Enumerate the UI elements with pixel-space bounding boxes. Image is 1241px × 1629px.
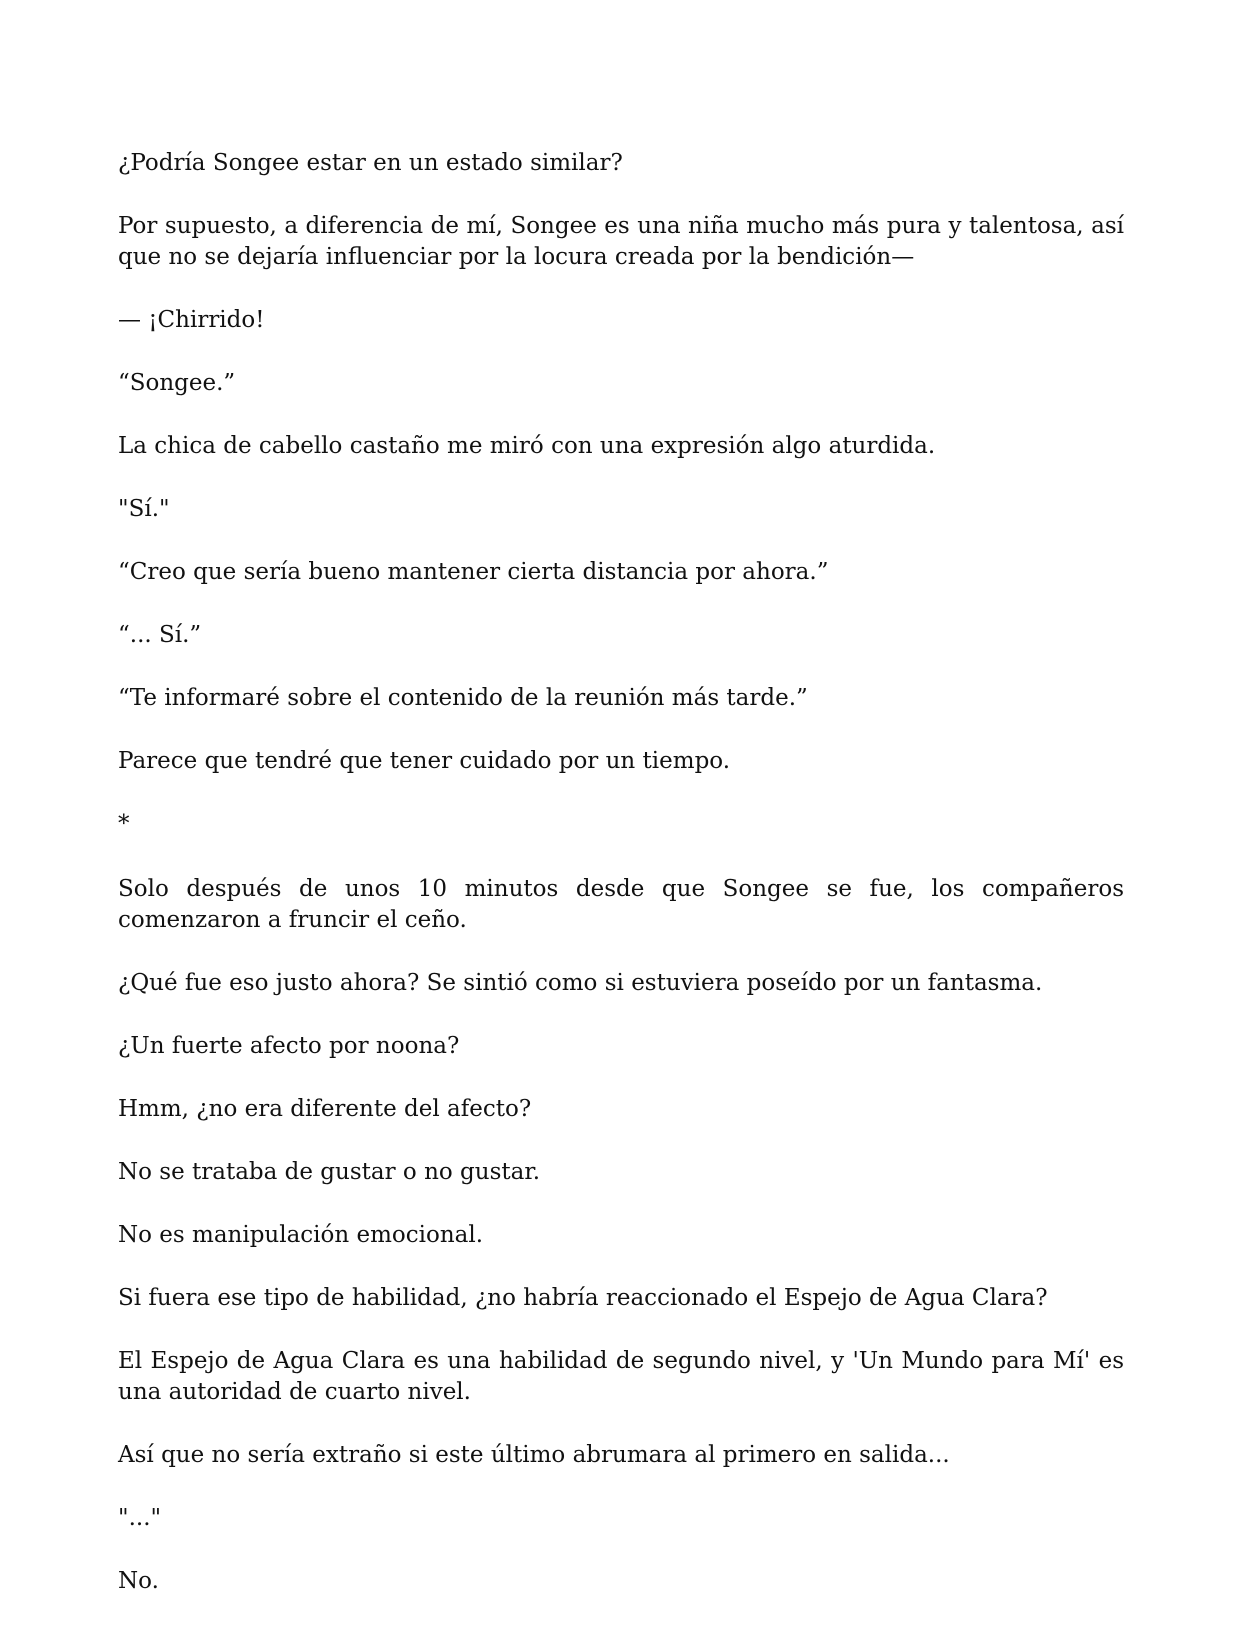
paragraph-19: El Espejo de Agua Clara es una habilidad de segundo nivel, y 'Un Mundo para Mí' es una autoridad de cuarto nivel. [118, 1348, 1124, 1405]
paragraph-10: Parece que tendré que tener cuidado por un tiempo. [118, 748, 731, 774]
section-separator: * [118, 811, 130, 837]
paragraph-13: ¿Qué fue eso justo ahora? Se sintió como si estuviera poseído por un fantasma. [118, 970, 1043, 996]
paragraph-20: Así que no sería extraño si este último abrumara al primero en salida... [118, 1442, 950, 1468]
paragraph-1: ¿Podría Songee estar en un estado similar? [118, 150, 623, 176]
paragraph-3: — ¡Chirrido! [118, 307, 265, 333]
paragraph-6: "Sí." [118, 496, 170, 522]
paragraph-5: La chica de cabello castaño me miró con una expresión algo aturdida. [118, 433, 936, 459]
paragraph-7: “Creo que sería bueno mantener cierta distancia por ahora.” [118, 559, 829, 585]
paragraph-18: Si fuera ese tipo de habilidad, ¿no habría reaccionado el Espejo de Agua Clara? [118, 1285, 1048, 1311]
paragraph-21: "..." [118, 1505, 162, 1531]
paragraph-14: ¿Un fuerte afecto por noona? [118, 1033, 460, 1059]
paragraph-17: No es manipulación emocional. [118, 1222, 484, 1248]
paragraph-16: No se trataba de gustar o no gustar. [118, 1159, 541, 1185]
paragraph-2: Por supuesto, a diferencia de mí, Songee es una niña mucho más pura y talentosa, así que no se dejaría influenciar por la locura creada por la bendición— [118, 213, 1124, 270]
paragraph-4: “Songee.” [118, 370, 236, 396]
paragraph-15: Hmm, ¿no era diferente del afecto? [118, 1096, 532, 1122]
document-body [118, 148, 1124, 1629]
paragraph-9: “Te informaré sobre el contenido de la reunión más tarde.” [118, 685, 808, 711]
paragraph-22: No. [118, 1568, 159, 1594]
paragraph-12: Solo después de unos 10 minutos desde que Songee se fue, los compañeros comenzaron a fruncir el ceño. [118, 876, 1124, 933]
paragraph-8: “... Sí.” [118, 622, 202, 648]
